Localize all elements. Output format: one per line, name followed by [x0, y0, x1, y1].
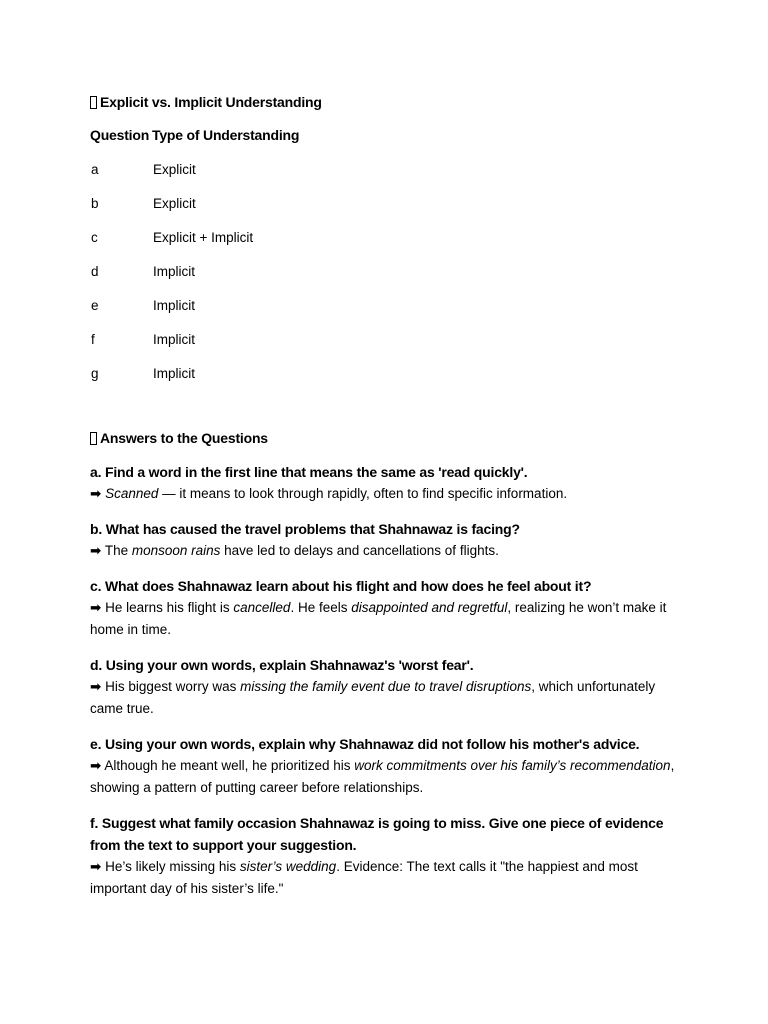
- table-row: [90, 364, 690, 384]
- arrow-right-icon: ➡: [90, 758, 102, 773]
- column-header-question: Question: [90, 127, 150, 143]
- answer-text: ➡ Although he meant well, he prioritized his work commitments over his family’s recommendation, showing a pattern of putting career before relationships.: [90, 758, 675, 795]
- table-cell-type: Implicit: [153, 264, 196, 279]
- answers-section: [90, 428, 690, 900]
- question-text: d. Using your own words, explain Shahnawaz's 'worst fear'.: [90, 657, 474, 673]
- answer-text: ➡ His biggest worry was missing the family event due to travel disruptions, which unfortunately came true.: [90, 679, 656, 716]
- question-answer-a: [90, 461, 690, 505]
- table-row: [90, 228, 690, 248]
- table-cell-type: Explicit: [153, 162, 196, 177]
- table-cell-type: Explicit + Implicit: [153, 230, 254, 245]
- question-text: e. Using your own words, explain why Shahnawaz did not follow his mother's advice.: [90, 736, 640, 752]
- section-heading-answers: [90, 428, 690, 448]
- question-answer-e: [90, 733, 690, 799]
- answer-text: ➡ Scanned — it means to look through rapidly, often to find specific information.: [90, 486, 568, 501]
- table-row: [90, 194, 690, 214]
- arrow-right-icon: ➡: [90, 543, 102, 558]
- arrow-right-icon: ➡: [90, 600, 102, 615]
- arrow-right-icon: ➡: [90, 859, 102, 874]
- table-row: [90, 262, 690, 282]
- table-row: [90, 160, 690, 180]
- table-cell-question: c: [91, 230, 98, 245]
- table-header: [90, 125, 690, 145]
- section-heading-text: Answers to the Questions: [100, 430, 268, 446]
- question-answer-c: [90, 575, 690, 641]
- question-text: b. What has caused the travel problems that Shahnawaz is facing?: [90, 521, 520, 537]
- table-cell-question: a: [91, 162, 99, 177]
- document-page: [90, 92, 690, 900]
- table-cell-type: Implicit: [153, 366, 196, 381]
- table-cell-type: Explicit: [153, 196, 196, 211]
- table-row: [90, 330, 690, 350]
- table-cell-question: e: [91, 298, 99, 313]
- question-answer-d: [90, 654, 690, 720]
- missing-glyph-icon: [90, 432, 97, 445]
- question-answer-f: [90, 812, 690, 900]
- table-cell-question: g: [91, 366, 99, 381]
- table-cell-type: Implicit: [153, 332, 196, 347]
- answer-text: ➡ He’s likely missing his sister’s wedding. Evidence: The text calls it "the happiest and most important day of his sister’s life.": [90, 859, 638, 896]
- question-text: a. Find a word in the first line that means the same as 'read quickly'.: [90, 464, 528, 480]
- missing-glyph-icon: [90, 96, 97, 109]
- question-text: c. What does Shahnawaz learn about his flight and how does he feel about it?: [90, 578, 592, 594]
- question-text: f. Suggest what family occasion Shahnawaz is going to miss. Give one piece of evidence from the text to support your suggestion.: [90, 815, 664, 853]
- understanding-table: [90, 160, 690, 384]
- table-cell-type: Implicit: [153, 298, 196, 313]
- table-cell-question: d: [91, 264, 99, 279]
- answer-text: ➡ He learns his flight is cancelled. He feels disappointed and regretful, realizing he won’t make it home in time.: [90, 600, 667, 637]
- table-row: [90, 296, 690, 316]
- section-heading-text: Explicit vs. Implicit Understanding: [100, 94, 322, 110]
- answer-text: ➡ The monsoon rains have led to delays and cancellations of flights.: [90, 543, 499, 558]
- table-cell-question: f: [91, 332, 95, 347]
- table-cell-question: b: [91, 196, 99, 211]
- question-answer-b: [90, 518, 690, 562]
- arrow-right-icon: ➡: [90, 679, 102, 694]
- arrow-right-icon: ➡: [90, 486, 102, 501]
- section-heading-understanding: [90, 92, 690, 112]
- column-header-type: Type of Understanding: [152, 127, 300, 143]
